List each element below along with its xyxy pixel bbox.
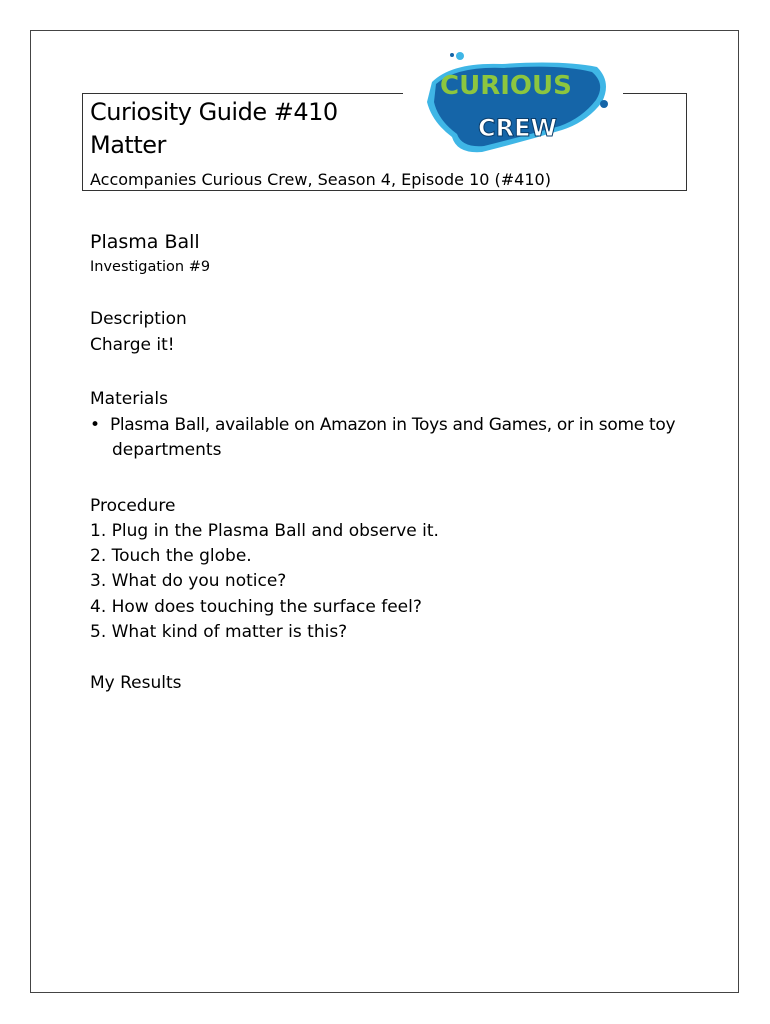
procedure-heading: Procedure (90, 496, 176, 516)
investigation-number: Investigation #9 (90, 259, 211, 275)
description-text: Charge it! (90, 335, 175, 355)
results-heading: My Results (90, 673, 182, 693)
logo-word-curious: CURIOUS (440, 71, 572, 101)
curious-crew-logo (412, 42, 616, 154)
procedure-step: 4. How does touching the surface feel? (90, 597, 422, 617)
guide-title: Curiosity Guide #410 (90, 98, 338, 126)
investigation-title: Plasma Ball (90, 231, 200, 253)
bullet-icon: • (90, 415, 110, 435)
procedure-step: 3. What do you notice? (90, 571, 287, 591)
procedure-step: 1. Plug in the Plasma Ball and observe it. (90, 521, 439, 541)
material-item (90, 415, 675, 435)
accompanies-text: Accompanies Curious Crew, Season 4, Episode 10 (#410) (90, 170, 551, 189)
procedure-step: 5. What kind of matter is this? (90, 622, 348, 642)
logo-word-crew: CREW (478, 114, 557, 142)
material-line-continued: departments (112, 440, 222, 460)
procedure-step: 2. Touch the globe. (90, 546, 252, 566)
description-heading: Description (90, 309, 187, 329)
materials-heading: Materials (90, 389, 168, 409)
guide-subtitle: Matter (90, 131, 166, 159)
material-line: Plasma Ball, available on Amazon in Toys and Games, or in some toy (109, 415, 676, 435)
